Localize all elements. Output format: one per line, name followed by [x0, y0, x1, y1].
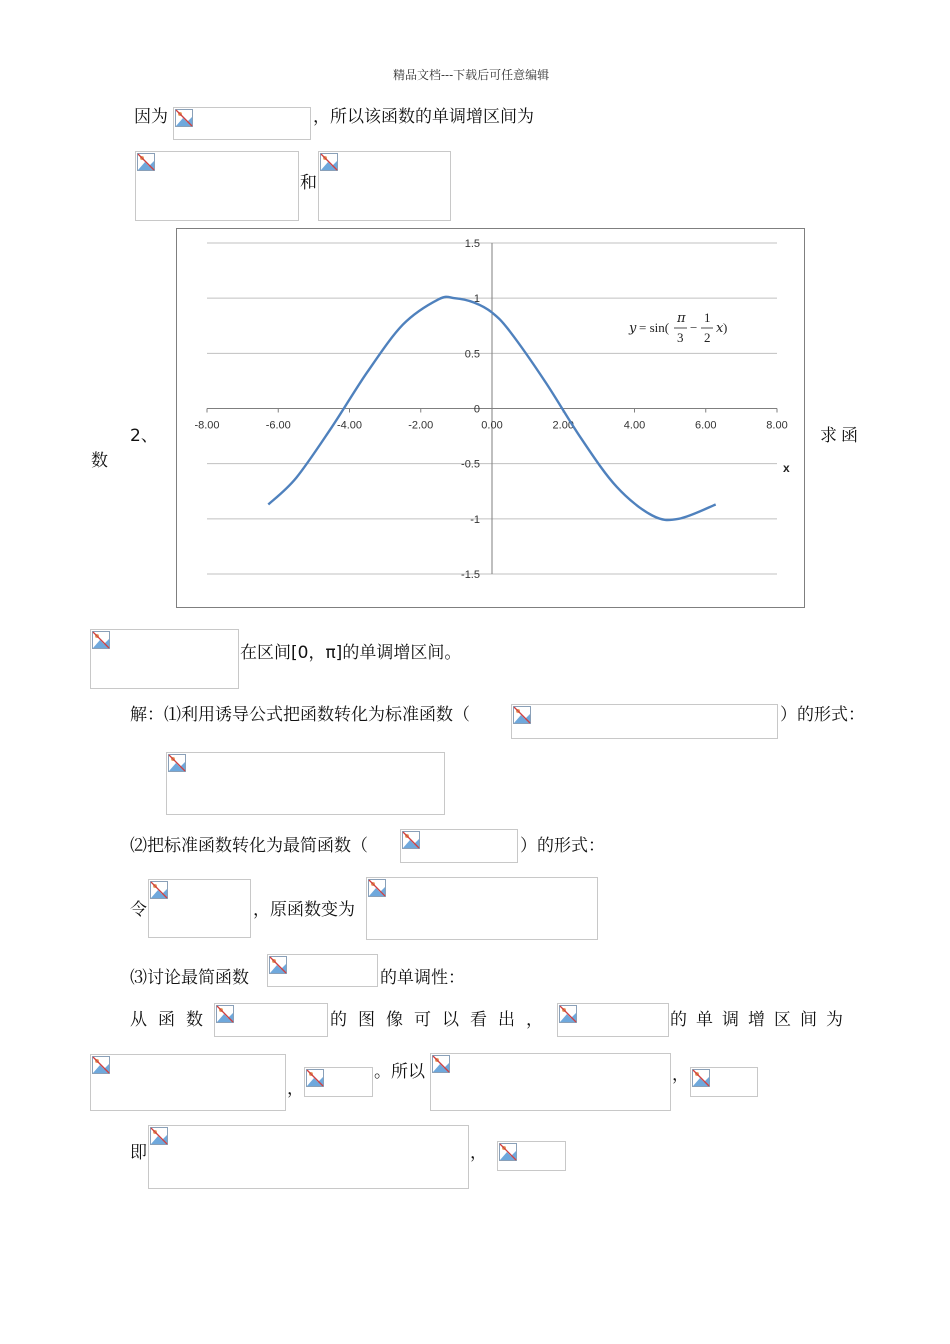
comma-3: ，	[470, 1143, 487, 1163]
broken-image-icon	[499, 1143, 517, 1161]
x-tick-label: 2.00	[552, 419, 574, 432]
broken-image-icon	[150, 1127, 168, 1145]
y-tick-label: 0	[473, 403, 480, 416]
x-tick-label: -4.00	[336, 419, 363, 432]
formula-placeholder	[148, 1125, 469, 1189]
ie-text: 即	[130, 1143, 147, 1163]
broken-image-icon	[150, 881, 168, 899]
formula-annotation	[628, 310, 727, 345]
x-tick-label: -2.00	[408, 419, 434, 432]
broken-image-icon	[137, 153, 155, 171]
broken-image-icon	[168, 754, 186, 772]
annotation-pi: π	[677, 311, 686, 326]
formula-placeholder	[690, 1067, 758, 1097]
annotation-y: y	[629, 321, 637, 336]
x-tick-label: 0.00	[481, 419, 503, 432]
broken-image-icon	[320, 153, 338, 171]
formula-placeholder	[148, 879, 251, 938]
formula-placeholder	[557, 1003, 669, 1037]
broken-image-icon	[306, 1069, 324, 1087]
x-tick-label: 8.00	[766, 419, 788, 432]
x-axis-label: x	[783, 461, 790, 475]
annotation-x: x	[716, 321, 724, 336]
formula-placeholder	[511, 704, 778, 739]
from-b: 的图像可以看出，	[330, 1010, 554, 1030]
annotation-three: 3	[677, 330, 684, 345]
broken-image-icon	[402, 831, 420, 849]
y-tick-label: 1.5	[464, 238, 480, 250]
line1-suffix: ，所以该函数的单调增区间为	[313, 107, 534, 127]
step3-a: ⑶讨论最简函数	[130, 968, 249, 988]
formula-placeholder	[267, 954, 378, 987]
broken-image-icon	[175, 109, 193, 127]
y-tick-labels	[461, 238, 480, 581]
formula-placeholder	[366, 877, 598, 940]
annotation-two: 2	[704, 330, 711, 345]
from-c: 的单调增区间为	[670, 1010, 852, 1030]
formula-placeholder	[214, 1003, 328, 1037]
problem-tail: 在区间[0，π]的单调增区间。	[240, 643, 462, 663]
formula-placeholder	[304, 1067, 373, 1097]
broken-image-icon	[216, 1005, 234, 1023]
annotation-one: 1	[704, 310, 711, 325]
y-tick-label: -1	[470, 513, 480, 526]
broken-image-icon	[92, 1056, 110, 1074]
formula-placeholder	[173, 107, 311, 140]
x-tick-label: 6.00	[695, 419, 717, 432]
broken-image-icon	[269, 956, 287, 974]
step2-a: ⑵把标准函数转化为最简函数（	[130, 836, 368, 856]
formula-placeholder	[90, 629, 239, 689]
broken-image-icon	[559, 1005, 577, 1023]
broken-image-icon	[432, 1055, 450, 1073]
problem-ask-b: 数	[91, 451, 108, 471]
line1-prefix: 因为	[134, 107, 168, 127]
broken-image-icon	[368, 879, 386, 897]
page-header: 精品文档---下载后可任意编辑	[393, 68, 550, 82]
formula-placeholder	[400, 829, 518, 863]
formula-placeholder	[497, 1141, 566, 1171]
y-tick-label: -1.5	[461, 569, 480, 581]
step2-becomes: ，原函数变为	[253, 900, 355, 920]
line2-conj: 和	[300, 173, 317, 193]
step1-b: ）的形式：	[780, 705, 865, 725]
from-a: 从函数	[130, 1010, 214, 1030]
broken-image-icon	[92, 631, 110, 649]
y-tick-label: -0.5	[461, 458, 480, 471]
broken-image-icon	[513, 706, 531, 724]
formula-placeholder	[135, 151, 299, 221]
comma-1: ，	[287, 1079, 304, 1099]
step2-b: ）的形式：	[520, 836, 605, 856]
problem-number: 2、	[130, 426, 158, 446]
sine-chart	[176, 228, 805, 608]
annotation-minus: −	[690, 320, 698, 335]
x-tick-label: -8.00	[194, 419, 220, 432]
formula-placeholder	[430, 1053, 671, 1111]
chart-canvas	[177, 229, 804, 607]
formula-placeholder	[166, 752, 445, 815]
annotation-eq: = sin(	[639, 320, 670, 335]
step3-b: 的单调性：	[380, 968, 465, 988]
annotation-close: )	[723, 320, 728, 335]
formula-placeholder	[90, 1054, 286, 1111]
comma-2: ，	[672, 1065, 689, 1085]
x-tick-labels	[194, 409, 787, 432]
formula-placeholder	[318, 151, 451, 221]
broken-image-icon	[692, 1069, 710, 1087]
step1-a: 解：⑴利用诱导公式把函数转化为标准函数（	[130, 705, 470, 725]
y-tick-label: 1	[473, 293, 480, 306]
step2-let: 令	[130, 900, 147, 920]
y-tick-label: 0.5	[464, 348, 480, 361]
so-text: 。所以	[374, 1062, 425, 1082]
x-tick-label: 4.00	[623, 419, 646, 432]
problem-ask-a: 求函	[820, 426, 862, 446]
x-tick-label: -6.00	[265, 419, 291, 432]
